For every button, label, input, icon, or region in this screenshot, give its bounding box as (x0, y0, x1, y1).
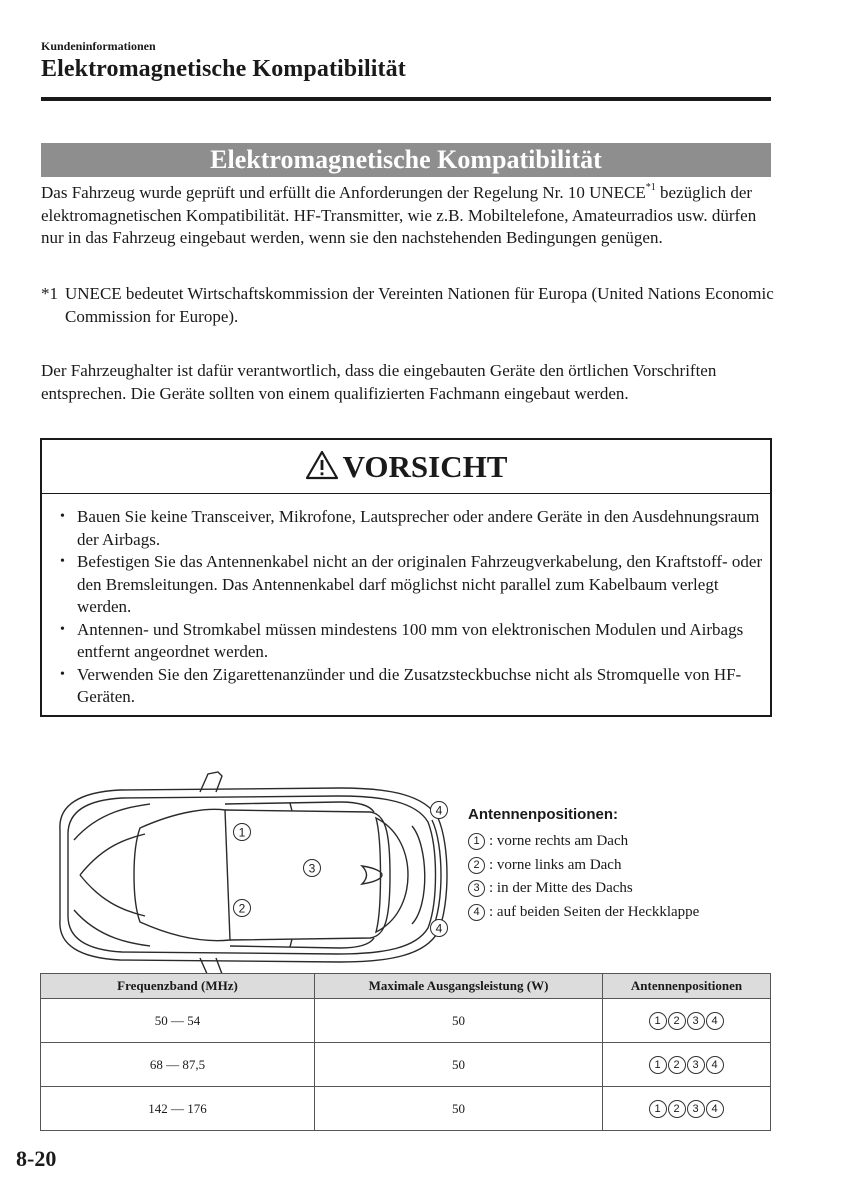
number-circle-icon: 1 (649, 1100, 667, 1118)
legend-title: Antennenpositionen: (468, 806, 618, 823)
number-circle-icon: 4 (706, 1056, 724, 1074)
intro-text: Das Fahrzeug wurde geprüft und erfüllt die Anforderungen der Regelung Nr. 10 UNECE (41, 183, 646, 202)
frequency-table (40, 973, 771, 1131)
legend-item (468, 830, 699, 854)
bullet: • (60, 666, 65, 682)
section-kicker: Kundeninformationen (41, 39, 156, 53)
page-number: 8-20 (16, 1146, 57, 1171)
band-cell: 142 — 176 (41, 1087, 315, 1131)
caution-item (60, 619, 765, 664)
antenna-marker-3-label: 3 (308, 861, 316, 876)
column-header-band: Frequenzband (MHz) (41, 974, 315, 999)
warning-triangle-icon (305, 450, 339, 480)
antenna-marker-1-label: 1 (238, 825, 246, 840)
power-cell: 50 (315, 1043, 603, 1087)
page-title: Elektromagnetische Kompatibilität (41, 56, 406, 82)
caution-item (60, 551, 765, 619)
bullet: • (60, 621, 65, 637)
table-row (41, 1043, 771, 1087)
column-header-power: Maximale Ausgangsleistung (W) (315, 974, 603, 999)
legend-item (468, 877, 699, 901)
footnote-mark: *1 (41, 284, 58, 303)
band-cell: 68 — 87,5 (41, 1043, 315, 1087)
number-circle-icon: 2 (668, 1100, 686, 1118)
caution-item (60, 506, 765, 551)
table-row (41, 1087, 771, 1131)
antenna-marker-2-label: 2 (238, 901, 246, 916)
number-circle-icon: 2 (468, 857, 485, 874)
caution-item (60, 664, 765, 709)
number-circle-icon: 3 (687, 1056, 705, 1074)
number-circle-icon: 1 (649, 1012, 667, 1030)
caution-title: VORSICHT (342, 449, 508, 484)
number-circle-icon: 3 (687, 1100, 705, 1118)
car-body-outline (60, 788, 447, 962)
table-header-row (41, 974, 771, 999)
legend-item-text: : vorne links am Dach (489, 856, 622, 873)
positions-cell (603, 1087, 771, 1131)
legend-list (468, 830, 699, 924)
power-cell: 50 (315, 999, 603, 1043)
footnote-ref: *1 (645, 182, 656, 193)
footnote-text: UNECE bedeutet Wirtschaftskommission der Vereinten Nationen für Europa (United Nations Economic Commission for Europe). (65, 284, 774, 326)
rear-window (376, 818, 408, 932)
number-circle-icon: 4 (706, 1012, 724, 1030)
caution-header (42, 440, 770, 494)
column-header-positions: Antennenpositionen (603, 974, 771, 999)
number-circle-icon: 1 (468, 833, 485, 850)
legend-item (468, 854, 699, 878)
car-top-view-figure (40, 770, 460, 980)
positions-cell (603, 1043, 771, 1087)
number-circle-icon: 2 (668, 1012, 686, 1030)
antenna-marker-4-bottom-label: 4 (435, 921, 443, 936)
legend-item (468, 901, 699, 925)
owner-paragraph: Der Fahrzeughalter ist dafür verantwortlich, dass die eingebauten Geräte den örtlichen Vorschriften entsprechen. Die Geräte sollten von einem qualifizierten Fachmann eingebaut werden. (41, 361, 717, 403)
windshield (134, 809, 230, 940)
legend-item-text: : auf beiden Seiten der Heckklappe (489, 903, 700, 920)
caution-list (60, 506, 765, 709)
bullet: • (60, 554, 65, 569)
caution-item-text: Verwenden Sie den Zigarettenanzünder und die Zusatzsteckbuchse nicht als Stromquelle von HF-Geräten. (77, 664, 742, 706)
legend-item-text: : vorne rechts am Dach (489, 833, 629, 849)
bullet: • (60, 509, 65, 524)
section-title: Elektromagnetische Kompatibilität (41, 143, 771, 177)
legend-item-text: : in der Mitte des Dachs (489, 880, 633, 896)
table-row (41, 999, 771, 1043)
intro-paragraph (41, 182, 776, 250)
shark-fin-antenna (362, 866, 382, 884)
footnote (41, 283, 776, 328)
band-cell: 50 — 54 (41, 999, 315, 1043)
number-circle-icon: 3 (468, 880, 485, 897)
number-circle-icon: 4 (468, 904, 485, 921)
intro-text-cont: bezüglich der elektromagnetischen Kompatibilität. HF-Transmitter, wie z.B. Mobiltelefone, Amateurradios usw. dürfen nur in das Fahrzeug eingebaut werden, wenn sie den nachstehenden Bedingungen genügen. (41, 183, 757, 247)
number-circle-icon: 1 (649, 1056, 667, 1074)
positions-cell (603, 999, 771, 1043)
antenna-marker-4-top-label: 4 (435, 803, 443, 818)
caution-item-text: Antennen- und Stromkabel müssen mindestens 100 mm von elektronischen Modulen und Airbags entfernt angeordnet werden. (77, 619, 744, 661)
number-circle-icon: 3 (687, 1012, 705, 1030)
caution-item-text: Bauen Sie keine Transceiver, Mikrofone, Lautsprecher oder andere Geräte in den Ausdehnungsraum der Airbags. (77, 507, 760, 549)
caution-item-text: Befestigen Sie das Antennenkabel nicht an der originalen Fahrzeugverkabelung, den Kraftstoff- oder den Bremsleitungen. Das Antennenkabel darf möglichst nicht parallel zum Kabelbaum verlegt werden. (77, 552, 763, 616)
power-cell: 50 (315, 1087, 603, 1131)
heading-rule (41, 97, 771, 101)
number-circle-icon: 2 (668, 1056, 686, 1074)
caution-box (40, 438, 772, 717)
number-circle-icon: 4 (706, 1100, 724, 1118)
